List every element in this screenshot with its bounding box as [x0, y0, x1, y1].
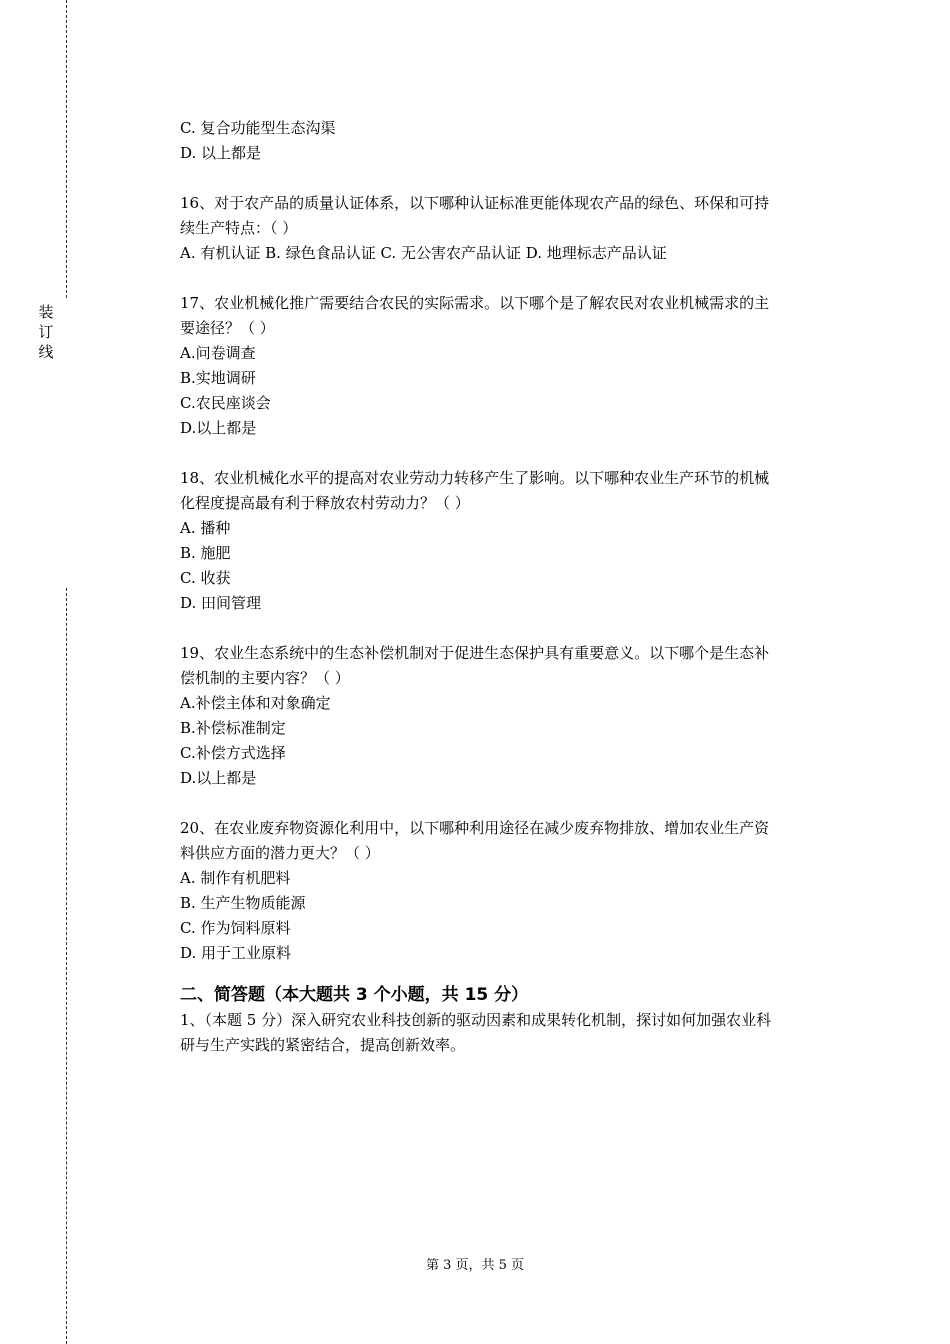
option-c: C. 复合功能型生态沟渠 — [180, 119, 336, 137]
question-text: 18、农业机械化水平的提高对农业劳动力转移产生了影响。以下哪种农业生产环节的机械 — [180, 469, 770, 487]
question-text: 17、农业机械化推广需要结合农民的实际需求。以下哪个是了解农民对农业机械需求的主 — [180, 294, 770, 312]
page-number: 第 3 页，共 5 页 — [425, 1258, 525, 1273]
binding-dashed-line-bottom — [66, 588, 67, 1344]
question-19 — [180, 641, 840, 791]
option-d: D.以上都是 — [180, 419, 257, 437]
option-c: C.农民座谈会 — [180, 394, 271, 412]
section-heading: 二、简答题（本大题共 3 个小题，共 15 分） — [180, 985, 529, 1005]
question-text: 要途径？（ ） — [180, 319, 275, 337]
option-a: A. 制作有机肥料 — [180, 869, 291, 887]
question-18 — [180, 466, 840, 616]
question-17 — [180, 291, 840, 441]
option-c: C. 收获 — [180, 569, 231, 587]
option-d: D.以上都是 — [180, 769, 257, 787]
option-line: A. 有机认证 B. 绿色食品认证 C. 无公害农产品认证 D. 地理标志产品认证 — [180, 244, 667, 262]
option-a: A. 播种 — [180, 519, 231, 537]
binding-char: 线 — [38, 343, 54, 361]
option-d: D. 田间管理 — [180, 594, 262, 612]
question-20 — [180, 816, 840, 966]
question-text: 化程度提高最有利于释放农村劳动力？（ ） — [180, 494, 470, 512]
binding-char: 装 — [38, 303, 54, 321]
question-15-tail — [180, 116, 840, 166]
binding-char: 订 — [38, 323, 54, 341]
option-a: A.补偿主体和对象确定 — [180, 694, 331, 712]
option-d: D. 用于工业原料 — [180, 944, 292, 962]
option-b: B. 施肥 — [180, 544, 231, 562]
question-text: 料供应方面的潜力更大？（ ） — [180, 844, 380, 862]
exam-content — [180, 116, 840, 1058]
question-text: 研与生产实践的紧密结合，提高创新效率。 — [180, 1036, 466, 1054]
binding-line-label — [36, 302, 56, 362]
question-text: 19、农业生态系统中的生态补偿机制对于促进生态保护具有重要意义。以下哪个是生态补 — [180, 644, 770, 662]
option-a: A.问卷调查 — [180, 344, 256, 362]
option-c: C.补偿方式选择 — [180, 744, 286, 762]
binding-dashed-line-top — [66, 0, 67, 298]
question-text: 20、在农业废弃物资源化利用中，以下哪种利用途径在减少废弃物排放、增加农业生产资 — [180, 819, 770, 837]
question-16 — [180, 191, 840, 266]
option-b: B. 生产生物质能源 — [180, 894, 306, 912]
option-c: C. 作为饲料原料 — [180, 919, 291, 937]
option-b: B.补偿标准制定 — [180, 719, 286, 737]
question-text: 续生产特点：（ ） — [180, 219, 298, 237]
question-text: 偿机制的主要内容？（ ） — [180, 669, 350, 687]
option-b: B.实地调研 — [180, 369, 256, 387]
question-text: 16、对于农产品的质量认证体系，以下哪种认证标准更能体现农产品的绿色、环保和可持 — [180, 194, 770, 212]
option-d: D. 以上都是 — [180, 144, 262, 162]
question-text: 1、（本题 5 分）深入研究农业科技创新的驱动因素和成果转化机制，探讨如何加强农业科 — [180, 1011, 772, 1029]
short-answer-question-1 — [180, 1008, 840, 1058]
